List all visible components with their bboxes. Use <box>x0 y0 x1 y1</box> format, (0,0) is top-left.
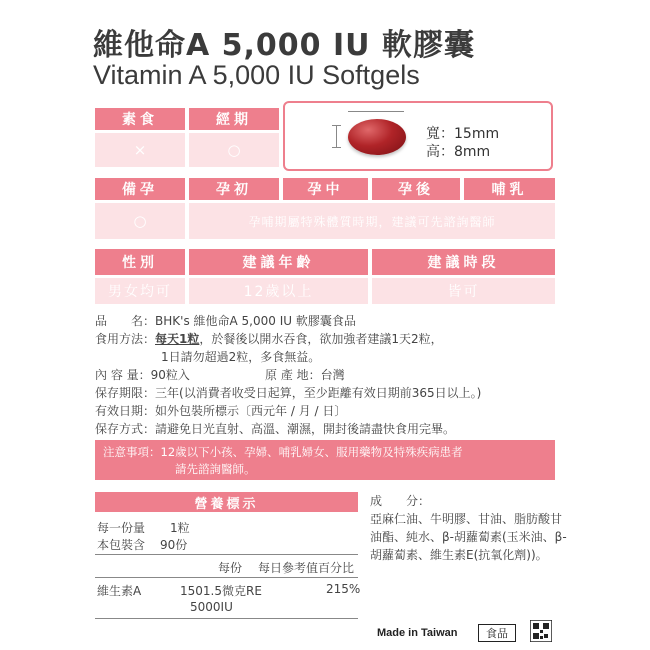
capsule-size-box <box>283 101 553 171</box>
notice-line-2: 請先諮詢醫師。 <box>175 462 256 476</box>
nutrient-daily-value: 215% <box>326 582 361 596</box>
origin-label: 原 產 地： <box>265 368 321 382</box>
vegetarian-value: × <box>95 133 185 167</box>
usage-method-row <box>95 331 443 347</box>
pregnancy-late-header: 孕後 <box>372 178 460 200</box>
period-header: 經期 <box>189 108 279 130</box>
pregnancy-prep-header: 備孕 <box>95 178 185 200</box>
time-header: 建議時段 <box>372 249 555 275</box>
ingredients-label: 成 分： <box>370 494 431 508</box>
nutrient-amount-iu: 5000IU <box>190 600 233 614</box>
nutrition-divider <box>95 618 358 619</box>
age-value: 12歲以上 <box>189 278 368 304</box>
time-value: 皆可 <box>372 278 555 304</box>
storage-value: 請避免日光直射、高溫、潮濕，開封後請盡快食用完畢。 <box>155 422 456 436</box>
qr-code-icon <box>530 620 552 642</box>
storage-row <box>95 421 455 437</box>
servings-value: 90份 <box>160 538 188 552</box>
per-serving-col-header: 每份 <box>218 561 243 575</box>
nutrition-divider <box>95 577 358 578</box>
gender-header: 性別 <box>95 249 185 275</box>
made-in-taiwan: Made in Taiwan <box>377 627 458 639</box>
nutrition-header: 營養標示 <box>95 492 358 512</box>
dimension-cap <box>332 147 341 148</box>
origin-row <box>265 367 345 383</box>
usage-method-line2: 1日請勿超過2粒，多食無益。 <box>161 350 321 364</box>
product-name-label: 品 名： <box>95 314 156 328</box>
age-header: 建議年齡 <box>189 249 368 275</box>
per-serving-value: 1粒 <box>170 521 190 535</box>
nutrient-name: 維生素A <box>97 584 142 598</box>
product-name-row <box>95 313 356 329</box>
valid-date-label: 有效日期： <box>95 404 156 418</box>
content-value: 90粒入 <box>150 368 190 382</box>
notice-line-1: 注意事項：12歲以下小孩、孕婦、哺乳婦女、服用藥物及特殊疾病患者 <box>103 445 463 459</box>
usage-method-value: ，於餐後以開水吞食，欲加強者建議1天2粒， <box>199 332 443 346</box>
pregnancy-early-header: 孕初 <box>189 178 279 200</box>
origin-value: 台灣 <box>320 368 345 382</box>
usage-method-label: 食用方法： <box>95 332 156 346</box>
storage-label: 保存方式： <box>95 422 156 436</box>
product-name-value: BHK's 維他命A 5,000 IU 軟膠囊食品 <box>155 314 356 328</box>
capsule-width: 寬：15mm <box>426 126 500 142</box>
pregnancy-note: 孕哺期屬特殊體質時期，建議可先諮詢醫師 <box>189 203 555 239</box>
nutrition-divider <box>95 554 358 555</box>
period-value: ○ <box>189 133 279 167</box>
width-dimension-line <box>348 111 404 112</box>
food-badge: 食品 <box>478 624 516 642</box>
nutrient-amount-re: 1501.5微克RE <box>180 584 262 598</box>
expiry-row <box>95 385 481 401</box>
ingredients-text: 亞麻仁油、牛明膠、甘油、脂肪酸甘油酯、純水、β-胡蘿蔔素(玉米油、β-胡蘿蔔素、維生素E(抗氧化劑))。 <box>370 512 567 562</box>
vegetarian-header: 素食 <box>95 108 185 130</box>
softgel-capsule-icon <box>348 119 406 155</box>
daily-value-col-header: 每日參考值百分比 <box>258 561 355 575</box>
per-serving-label: 每一份量 <box>97 521 146 535</box>
height-dimension-line <box>336 125 337 147</box>
product-title-en: Vitamin A 5,000 IU Softgels <box>93 60 420 90</box>
dimension-cap <box>332 125 341 126</box>
expiry-label: 保存期限： <box>95 386 156 400</box>
valid-date-row <box>95 403 346 419</box>
pregnancy-mid-header: 孕中 <box>283 178 368 200</box>
servings-label: 本包裝含 <box>97 538 146 552</box>
valid-date-value: 如外包裝所標示〔西元年 / 月 / 日〕 <box>155 404 347 418</box>
usage-method-emphasis: 每天1粒 <box>155 332 200 346</box>
notice-banner <box>95 440 555 480</box>
pregnancy-prep-value: ○ <box>95 203 185 239</box>
gender-value: 男女均可 <box>95 278 185 304</box>
breastfeeding-header: 哺乳 <box>464 178 555 200</box>
ingredients-block <box>370 492 570 564</box>
product-title-zh: 維他命A 5,000 IU 軟膠囊 <box>93 28 475 63</box>
expiry-value: 三年(以消費者收受日起算，至少距離有效日期前365日以上。) <box>155 386 482 400</box>
content-label: 內 容 量： <box>95 368 151 382</box>
content-row <box>95 367 190 383</box>
capsule-height: 高：8mm <box>426 144 491 160</box>
